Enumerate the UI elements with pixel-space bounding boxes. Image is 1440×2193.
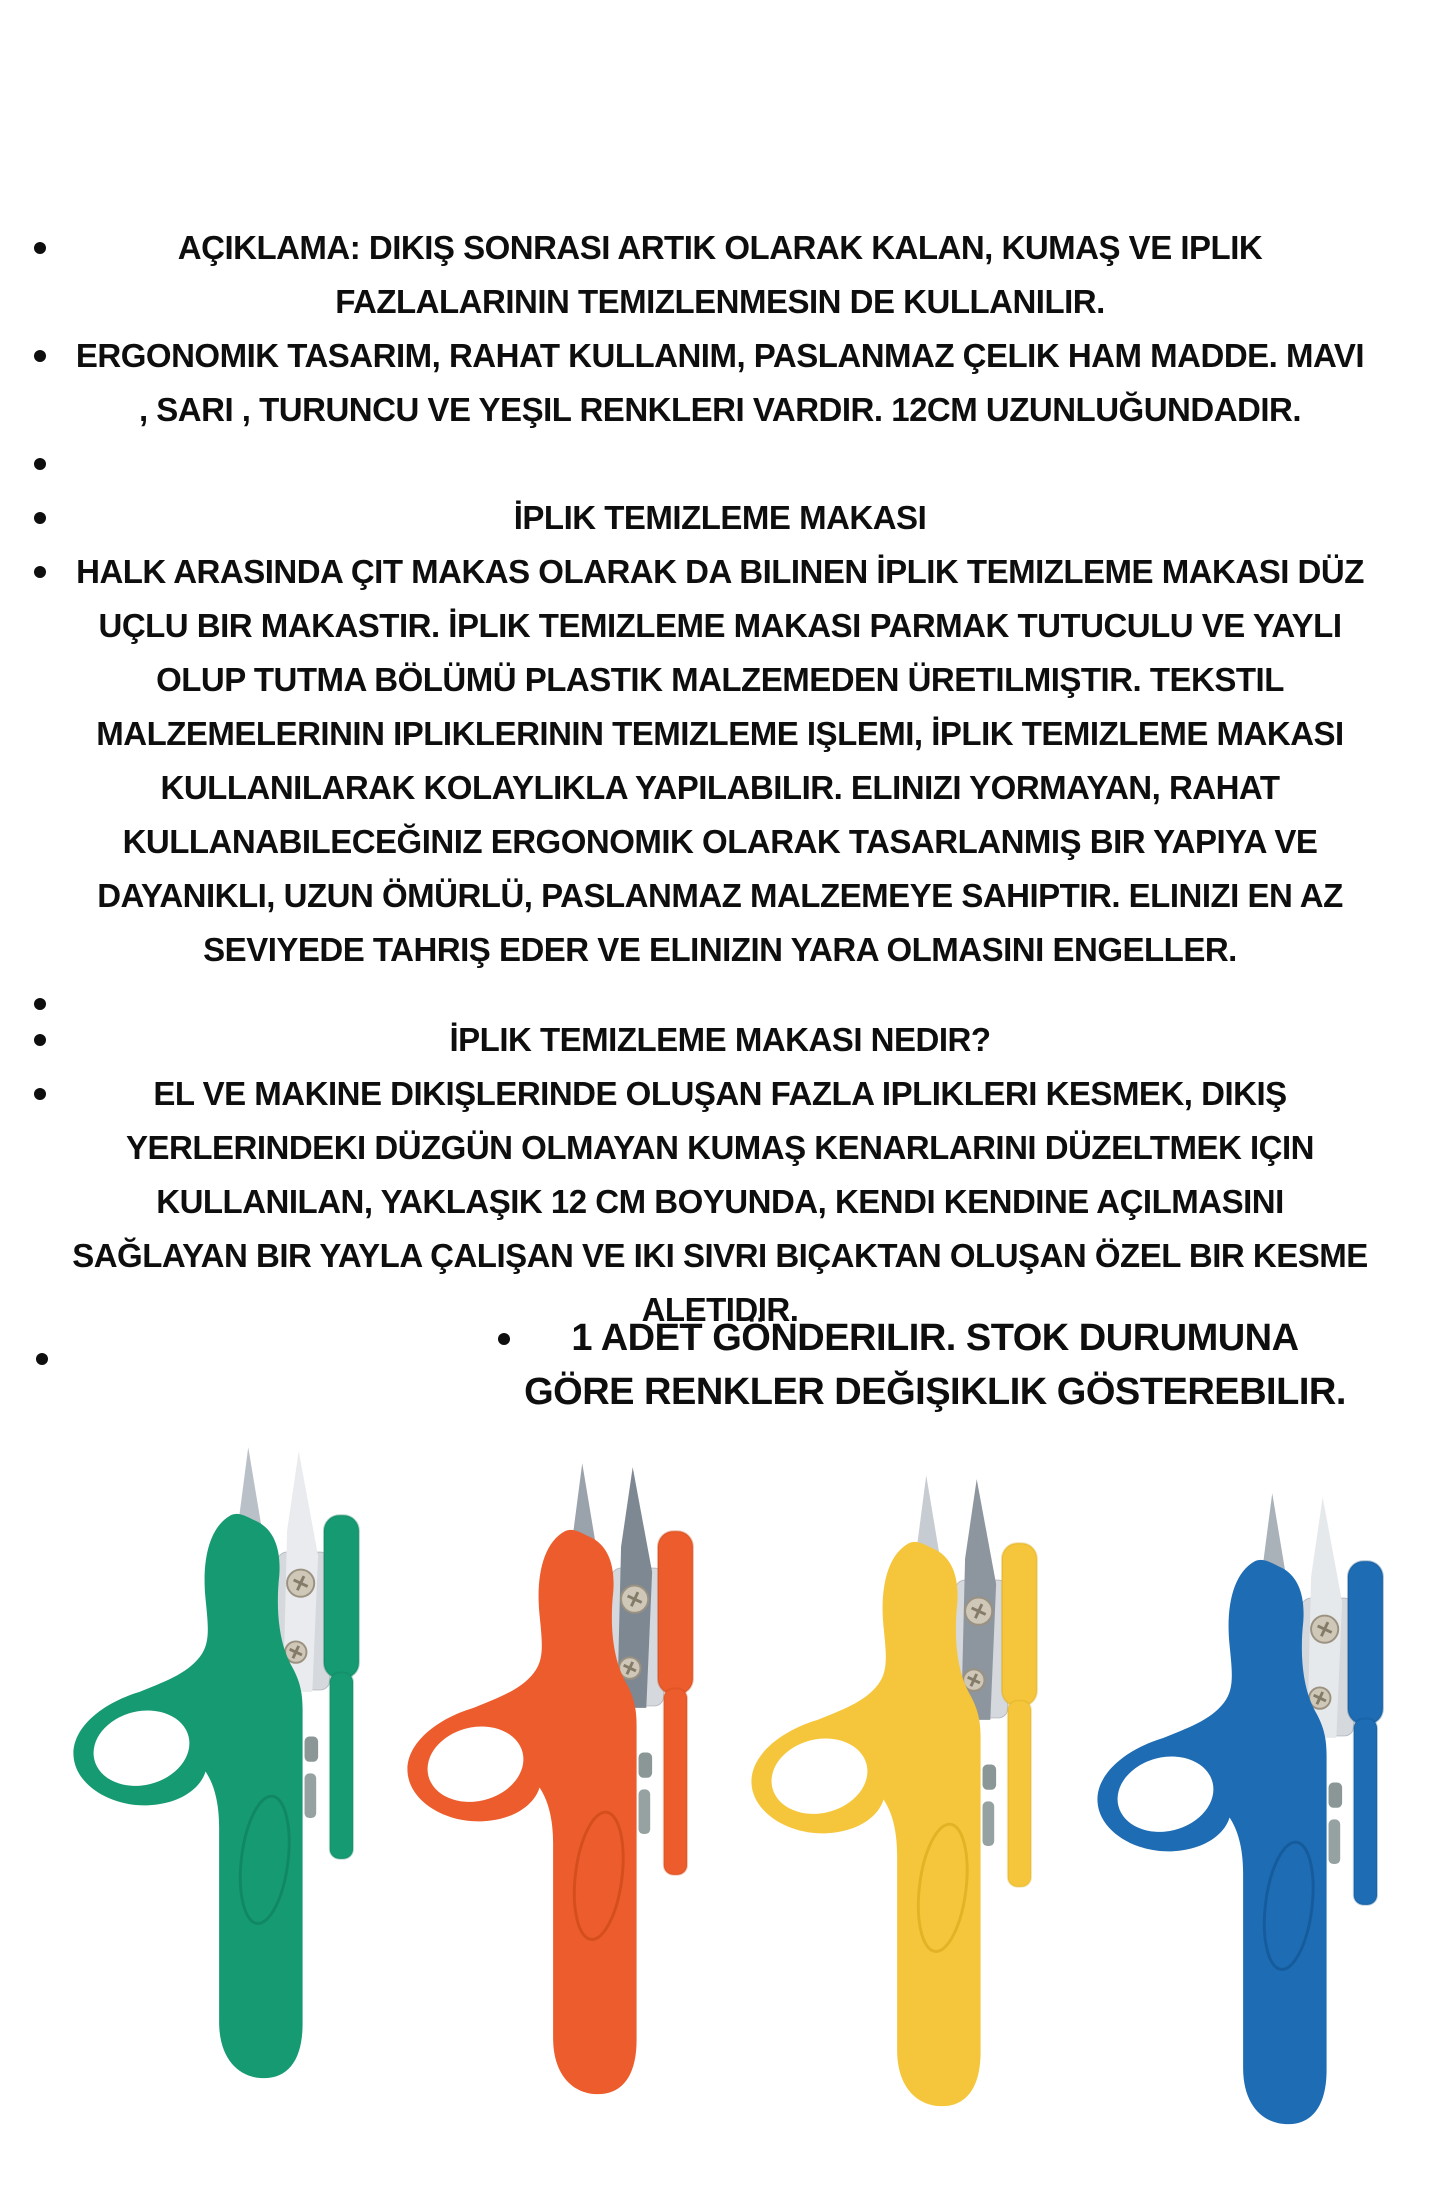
bullet-dot bbox=[34, 1088, 46, 1100]
list-item-heading-nedir bbox=[60, 1013, 1380, 1067]
bullet-dot bbox=[34, 458, 46, 470]
bullet-dot bbox=[34, 350, 46, 362]
bullet-text: ERGONOMIK TASARIM, RAHAT KULLANIM, PASLANMAZ ÇELIK HAM MADDE. MAVI , SARI , TURUNCU VE YEŞIL RENKLERI VARDIR. 12CM UZUNLUĞUNDADIR. bbox=[75, 337, 1365, 428]
bullet-dot bbox=[34, 512, 46, 524]
shipping-note-row bbox=[0, 1311, 1440, 1419]
list-item-heading-iplik-temizleme-makasi bbox=[60, 491, 1380, 545]
bullet-text: İPLIK TEMIZLEME MAKASI bbox=[513, 499, 927, 536]
list-item-aciklama bbox=[60, 221, 1380, 329]
bullet-text: AÇIKLAMA: DIKIŞ SONRASI ARTIK OLARAK KALAN, KUMAŞ VE IPLIK FAZLALARININ TEMIZLENMESIN DE KULLANILIR. bbox=[177, 229, 1263, 320]
list-item-empty bbox=[60, 437, 1380, 491]
thread-snip-blue bbox=[1082, 1493, 1412, 2193]
thread-snip-orange bbox=[392, 1463, 722, 2163]
bullet-dot bbox=[34, 998, 46, 1010]
bullet-dot bbox=[36, 1353, 48, 1365]
bullet-dot bbox=[34, 566, 46, 578]
thread-snip-yellow-image bbox=[736, 1475, 1066, 2155]
product-photo bbox=[0, 1447, 1440, 2162]
shipping-note-text: 1 ADET GÖNDERILIR. STOK DURUMUNA GÖRE RENKLER DEĞIŞIKLIK GÖSTEREBILIR. bbox=[524, 1317, 1346, 1413]
bullet-text: HALK ARASINDA ÇIT MAKAS OLARAK DA BILINEN İPLIK TEMIZLEME MAKASI DÜZ UÇLU BIR MAKASTIR. İPLIK TEMIZLEME MAKASI PARMAK TUTUCULU VE YAYLI OLUP TUTMA BÖLÜMÜ PLASTIK MALZEMEDEN ÜRETILMIŞTIR. TEKSTIL MALZEMELERININ IPLIKLERININ TEMIZLEME IŞLEMI, İPLIK TEMIZLEME MAKASI KULLANILARAK KOLAYLIKLA YAPILABILIR. ELINIZI YORMAYAN, RAHAT KULLANABILECEĞINIZ ERGONOMIK OLARAK TASARLANMIŞ BIR YAPIYA VE DAYANIKLI, UZUN ÖMÜRLÜ, PASLANMAZ MALZEMEYE SAHIPTIR. ELINIZI EN AZ SEVIYEDE TAHRIŞ EDER VE ELINIZIN YARA OLMASINI ENGELLER. bbox=[76, 553, 1364, 968]
list-item-el-ve-makine bbox=[60, 1067, 1380, 1337]
bullet-dot bbox=[498, 1333, 510, 1345]
thread-snip-blue-image bbox=[1082, 1493, 1412, 2173]
thread-snip-yellow bbox=[736, 1475, 1066, 2175]
bullet-text: EL VE MAKINE DIKIŞLERINDE OLUŞAN FAZLA IPLIKLERI KESMEK, DIKIŞ YERLERINDEKI DÜZGÜN OLMAYAN KUMAŞ KENARLARINI DÜZELTMEK IÇIN KULLANILAN, YAKLAŞIK 12 CM BOYUNDA, KENDI KENDINE AÇILMASINI SAĞLAYAN BIR YAYLA ÇALIŞAN VE IKI SIVRI BIÇAKTAN OLUŞAN ÖZEL BIR KESME ALETIDIR. bbox=[72, 1075, 1368, 1328]
thread-snip-orange-image bbox=[392, 1463, 722, 2143]
thread-snip-green bbox=[58, 1447, 388, 2147]
shipping-note bbox=[520, 1311, 1350, 1419]
bullet-dot bbox=[34, 1034, 46, 1046]
bullet-text: İPLIK TEMIZLEME MAKASI NEDIR? bbox=[449, 1021, 991, 1058]
list-item-ergonomik bbox=[60, 329, 1380, 437]
bullet-dot bbox=[34, 242, 46, 254]
thread-snip-green-image bbox=[58, 1447, 388, 2127]
list-item-halk-arasinda bbox=[60, 545, 1380, 977]
